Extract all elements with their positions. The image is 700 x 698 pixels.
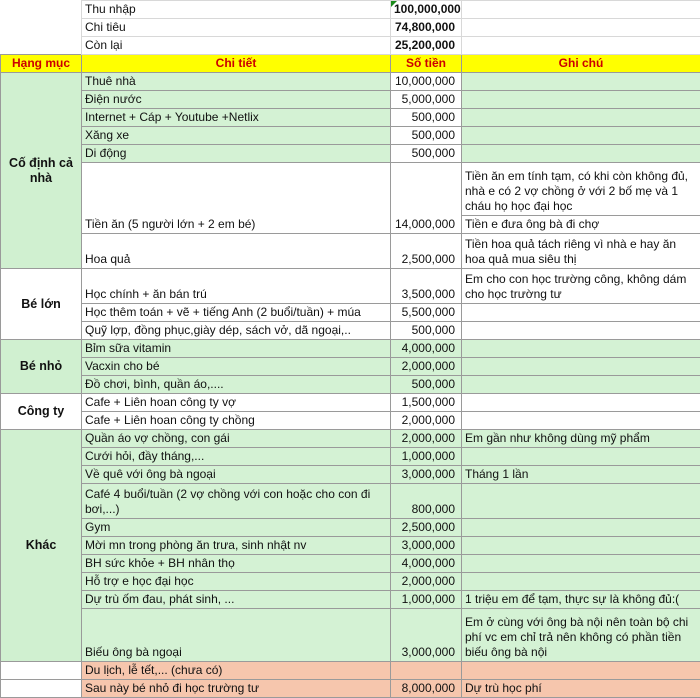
amount-cell[interactable]: 500,000 <box>391 109 462 127</box>
note-cell[interactable] <box>462 519 700 537</box>
table-row <box>1 109 700 127</box>
note-cell[interactable] <box>462 91 700 109</box>
note-cell[interactable] <box>462 109 700 127</box>
amount-cell[interactable]: 3,000,000 <box>391 609 462 662</box>
amount-cell[interactable]: 4,000,000 <box>391 555 462 573</box>
note-cell[interactable] <box>462 662 700 680</box>
detail-cell[interactable]: Di động <box>82 145 391 163</box>
note-cell[interactable] <box>462 304 700 322</box>
detail-cell[interactable]: Quỹ lợp, đồng phục,giày dép, sách vở, dã ngoại,.. <box>82 322 391 340</box>
amount-cell[interactable]: 2,000,000 <box>391 412 462 430</box>
table-row <box>1 591 700 609</box>
table-row <box>1 376 700 394</box>
detail-cell[interactable]: Học chính + ăn bán trú <box>82 269 391 304</box>
header-amount[interactable]: Số tiền <box>391 55 462 73</box>
note-cell[interactable] <box>462 376 700 394</box>
table-row <box>1 412 700 430</box>
table-row <box>1 234 700 269</box>
table-row <box>1 573 700 591</box>
note-cell[interactable]: Em gần như không dùng mỹ phẩm <box>462 430 700 448</box>
table-row <box>1 127 700 145</box>
amount-cell[interactable]: 2,000,000 <box>391 573 462 591</box>
detail-cell[interactable]: Học thêm toán + vẽ + tiếng Anh (2 buổi/tuần) + múa <box>82 304 391 322</box>
detail-cell[interactable]: Điện nước <box>82 91 391 109</box>
note-cell[interactable] <box>462 73 700 91</box>
amount-cell[interactable]: 8,000,000 <box>391 680 462 698</box>
note-cell[interactable] <box>462 145 700 163</box>
note-cell[interactable] <box>462 555 700 573</box>
table-row <box>1 680 700 698</box>
note-cell[interactable] <box>462 448 700 466</box>
amount-cell[interactable]: 1,500,000 <box>391 394 462 412</box>
summary-value[interactable]: 25,200,000 <box>391 37 462 55</box>
table-row <box>1 609 700 662</box>
header-row <box>1 55 700 73</box>
header-category[interactable]: Hạng mục <box>1 55 82 73</box>
category-khac[interactable]: Khác <box>1 430 82 662</box>
detail-cell[interactable]: Xăng xe <box>82 127 391 145</box>
detail-cell[interactable]: Cưới hỏi, đầy tháng,... <box>82 448 391 466</box>
amount-cell[interactable]: 2,500,000 <box>391 519 462 537</box>
amount-cell[interactable]: 2,500,000 <box>391 234 462 269</box>
table-row <box>1 430 700 448</box>
amount-cell[interactable]: 14,000,000 <box>391 163 462 234</box>
table-row <box>1 519 700 537</box>
detail-cell[interactable]: Hỗ trợ e học đại học <box>82 573 391 591</box>
note-cell[interactable] <box>462 537 700 555</box>
table-row <box>1 304 700 322</box>
note-cell[interactable]: Tiền e đưa ông bà đi chợ <box>462 216 700 234</box>
category-be-lon[interactable]: Bé lớn <box>1 269 82 340</box>
detail-cell[interactable]: Biếu ông bà ngoại <box>82 609 391 662</box>
amount-cell[interactable] <box>391 662 462 680</box>
table-row <box>1 269 700 304</box>
amount-cell[interactable]: 1,000,000 <box>391 591 462 609</box>
note-cell[interactable] <box>462 412 700 430</box>
table-row <box>1 537 700 555</box>
summary-row <box>1 37 700 55</box>
table-row <box>1 358 700 376</box>
summary-label[interactable]: Còn lại <box>82 37 391 55</box>
note-cell[interactable] <box>462 127 700 145</box>
table-row <box>1 466 700 484</box>
detail-cell[interactable]: Internet + Cáp + Youtube +Netlix <box>82 109 391 127</box>
detail-cell[interactable]: Gym <box>82 519 391 537</box>
detail-cell[interactable]: Café 4 buổi/tuần (2 vợ chồng với con hoặc cho con đi bơi,...) <box>82 484 391 519</box>
amount-cell[interactable]: 4,000,000 <box>391 340 462 358</box>
summary-value[interactable]: 74,800,000 <box>391 19 462 37</box>
note-cell[interactable]: Em cho con học trường công, không dám cho học trường tư <box>462 269 700 304</box>
note-cell[interactable] <box>462 394 700 412</box>
detail-cell[interactable]: Mời mn trong phòng ăn trưa, sinh nhật nv <box>82 537 391 555</box>
amount-cell[interactable]: 500,000 <box>391 322 462 340</box>
table-row <box>1 662 700 680</box>
detail-cell[interactable]: Du lịch, lễ tết,... (chưa có) <box>82 662 391 680</box>
amount-cell[interactable]: 5,500,000 <box>391 304 462 322</box>
detail-cell[interactable]: Sau này bé nhỏ đi học trường tư <box>82 680 391 698</box>
table-row <box>1 555 700 573</box>
note-cell[interactable]: Tiền ăn em tính tạm, có khi còn không đủ, nhà e có 2 vợ chồng ở với 2 bố mẹ và 1 cháu họ học đại học <box>462 163 700 216</box>
table-row <box>1 91 700 109</box>
amount-cell[interactable]: 5,000,000 <box>391 91 462 109</box>
amount-cell[interactable]: 3,500,000 <box>391 269 462 304</box>
table-row <box>1 448 700 466</box>
amount-cell[interactable]: 500,000 <box>391 145 462 163</box>
amount-cell[interactable]: 500,000 <box>391 127 462 145</box>
category-be-nho[interactable]: Bé nhỏ <box>1 340 82 394</box>
table-row <box>1 322 700 340</box>
category-cong-ty[interactable]: Công ty <box>1 394 82 430</box>
table-row <box>1 394 700 412</box>
table-row <box>1 340 700 358</box>
header-note[interactable]: Ghi chú <box>462 55 700 73</box>
detail-cell[interactable]: Đồ chơi, bình, quần áo,.... <box>82 376 391 394</box>
amount-cell[interactable]: 10,000,000 <box>391 73 462 91</box>
detail-cell[interactable]: Về quê với ông bà ngoại <box>82 466 391 484</box>
detail-cell[interactable]: BH sức khỏe + BH nhân thọ <box>82 555 391 573</box>
category-co-dinh[interactable]: Cố định cả nhà <box>1 73 82 269</box>
amount-cell[interactable]: 3,000,000 <box>391 466 462 484</box>
summary-row <box>1 19 700 37</box>
detail-cell[interactable]: Tiền ăn (5 người lớn + 2 em bé) <box>82 163 391 234</box>
note-cell[interactable]: Tháng 1 lần <box>462 466 700 484</box>
summary-label[interactable]: Thu nhập <box>82 1 391 19</box>
note-cell[interactable] <box>462 573 700 591</box>
note-cell[interactable] <box>462 322 700 340</box>
note-cell[interactable]: 1 triệu em để tạm, thực sự là không đủ:( <box>462 591 700 609</box>
amount-cell[interactable]: 3,000,000 <box>391 537 462 555</box>
summary-value[interactable]: 100,000,000 <box>391 1 462 19</box>
table-row <box>1 145 700 163</box>
amount-cell[interactable]: 500,000 <box>391 376 462 394</box>
detail-cell[interactable]: Hoa quả <box>82 234 391 269</box>
detail-cell[interactable]: Thuê nhà <box>82 73 391 91</box>
amount-cell[interactable]: 2,000,000 <box>391 430 462 448</box>
amount-cell[interactable]: 800,000 <box>391 484 462 519</box>
detail-cell[interactable]: Cafe + Liên hoan công ty chồng <box>82 412 391 430</box>
table-row <box>1 73 700 91</box>
detail-cell[interactable]: Quần áo vợ chồng, con gái <box>82 430 391 448</box>
note-cell[interactable]: Tiền hoa quả tách riêng vì nhà e hay ăn hoa quả mua siêu thị <box>462 234 700 269</box>
summary-row <box>1 1 700 19</box>
detail-cell[interactable]: Bỉm sữa vitamin <box>82 340 391 358</box>
note-cell[interactable] <box>462 340 700 358</box>
amount-cell[interactable]: 1,000,000 <box>391 448 462 466</box>
detail-cell[interactable]: Vacxin cho bé <box>82 358 391 376</box>
note-cell[interactable]: Em ở cùng với ông bà nội nên toàn bộ chi phí vc em chỉ trả nên không có phần tiền biếu ông bà nội <box>462 609 700 662</box>
detail-cell[interactable]: Cafe + Liên hoan công ty vợ <box>82 394 391 412</box>
amount-cell[interactable]: 2,000,000 <box>391 358 462 376</box>
table-row <box>1 163 700 216</box>
note-cell[interactable] <box>462 484 700 519</box>
detail-cell[interactable]: Dự trù ốm đau, phát sinh, ... <box>82 591 391 609</box>
note-cell[interactable]: Dự trù học phí <box>462 680 700 698</box>
note-cell[interactable] <box>462 358 700 376</box>
summary-label[interactable]: Chi tiêu <box>82 19 391 37</box>
table-row <box>1 484 700 519</box>
header-detail[interactable]: Chi tiết <box>82 55 391 73</box>
